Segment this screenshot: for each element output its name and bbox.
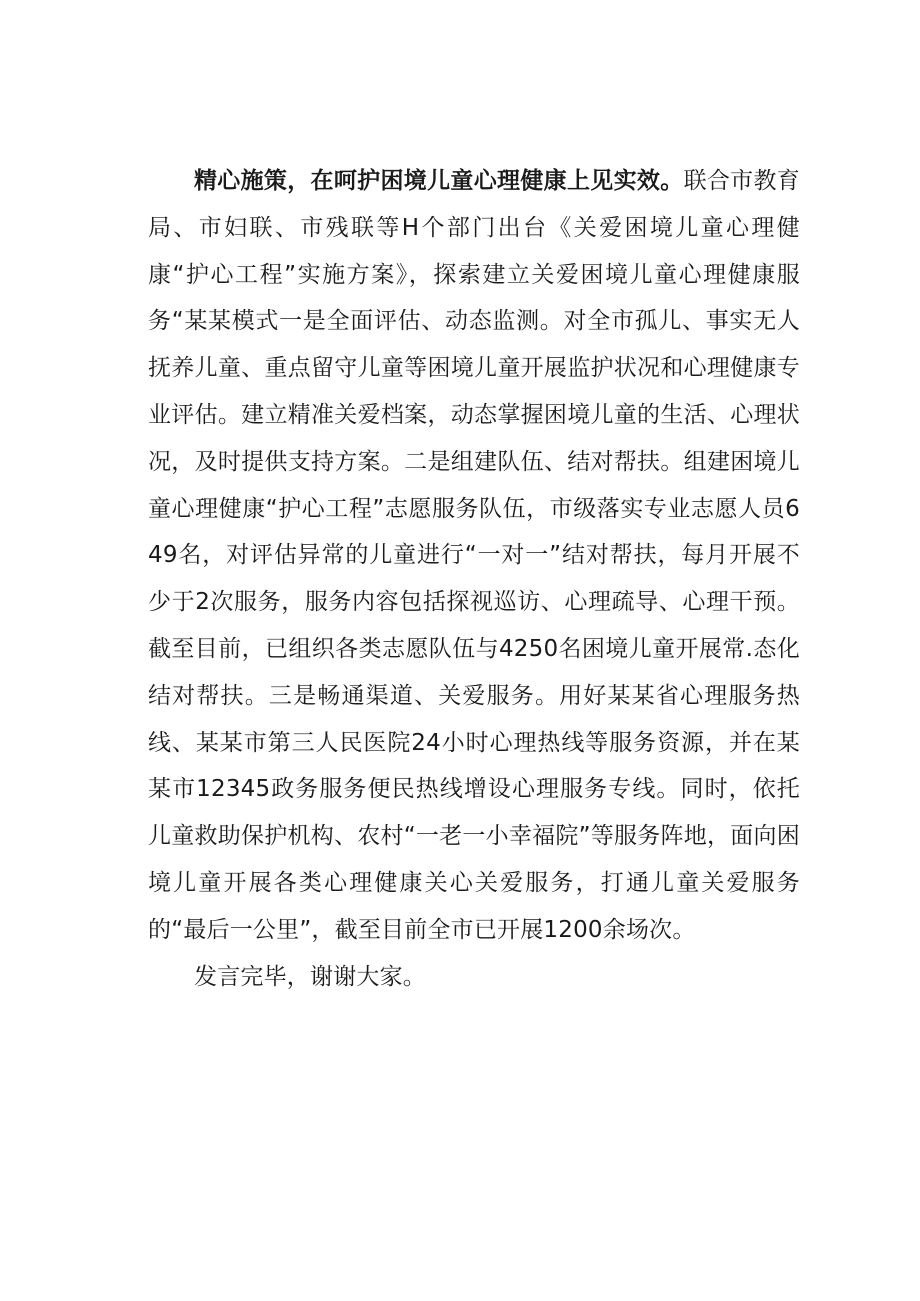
paragraph-body-text: 联合市教育局、市妇联、市残联等H个部门出台《关爱困境儿童心理健康“护心工程”实施方案》，探索建立关爱困境儿童心理健康服务“某某模式一是全面评估、动态监测。对全市孤儿、事实无人抚养儿童、重点留守儿童等困境儿童开展监护状况和心理健康专业评估。建立精准关爱档案，动态掌握困境儿童的生活、心理状况，及时提供支持方案。二是组建队伍、结对帮扶。组建困境儿童心理健康“护心工程”志愿服务队伍，市级落实专业志愿人员649名，对评估异常的儿童进行“一对一”结对帮扶，每月开展不少于2次服务，服务内容包括探视巡访、心理疏导、心理干预。截至目前，已组织各类志愿队伍与4250名困境儿童开展常.态化结对帮扶。三是畅通渠道、关爱服务。用好某某省心理服务热线、某某市第三人民医院24小时心理热线等服务资源，并在某某市12345政务服务便民热线增设心理服务专线。同时，依托儿童救助保护机构、农村“一老一小幸福院”等服务阵地，面向困境儿童开展各类心理健康关心关爱服务，打通儿童关爱服务的“最后一公里”，截至目前全市已开展1200余场次。 [148,168,801,943]
paragraph-lead-heading: 精心施策，在呵护困境儿童心理健康上见实效。 [194,168,684,194]
document-page [148,158,800,1000]
main-paragraph [148,158,800,954]
closing-paragraph: 发言完毕，谢谢大家。 [194,963,426,990]
